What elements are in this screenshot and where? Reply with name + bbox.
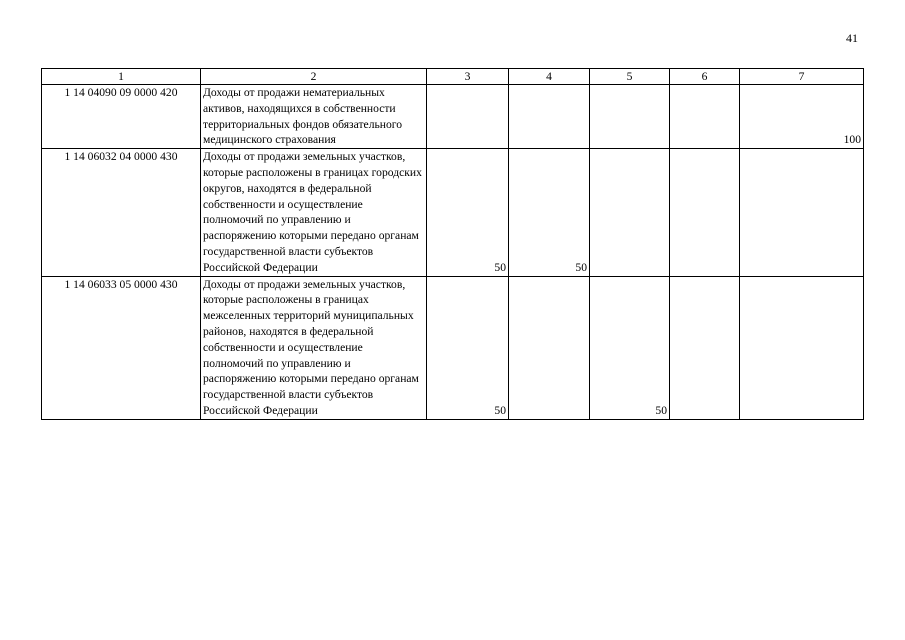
value-cell-col4: 50 [509,149,590,276]
value-cell-col3: 50 [427,276,509,419]
value-cell-col7 [740,149,864,276]
value-cell-col6 [670,276,740,419]
revenue-description-cell: Доходы от продажи нематериальных активов, находящихся в собственности территориальных фондов обязательного медицинского страхования [201,85,427,149]
value-cell-col6 [670,85,740,149]
revenue-code-cell: 1 14 06033 05 0000 430 [42,276,201,419]
value-cell-col3: 50 [427,149,509,276]
column-header: 7 [740,69,864,85]
column-header: 6 [670,69,740,85]
value-cell-col7 [740,276,864,419]
revenue-description-cell: Доходы от продажи земельных участков, которые расположены в границах межселенных территорий муниципальных районов, находятся в федеральной собственности и осуществление полномочий по управлению и распоряжению которыми передано органам государственной власти субъектов Российской Федерации [201,276,427,419]
value-cell-col5 [590,85,670,149]
column-header: 1 [42,69,201,85]
column-header: 5 [590,69,670,85]
table-row [42,85,864,149]
revenue-code-cell: 1 14 04090 09 0000 420 [42,85,201,149]
table-row [42,276,864,419]
value-cell-col4 [509,276,590,419]
page-number: 41 [846,31,858,45]
value-cell-col6 [670,149,740,276]
value-cell-col3 [427,85,509,149]
revenue-table [41,68,864,420]
value-cell-col4 [509,85,590,149]
column-header: 2 [201,69,427,85]
table-row [42,149,864,276]
revenue-description-cell: Доходы от продажи земельных участков, которые расположены в границах городских округов, находятся в федеральной собственности и осуществление полномочий по управлению и распоряжению которыми передано органам государственной власти субъектов Российской Федерации [201,149,427,276]
value-cell-col7: 100 [740,85,864,149]
value-cell-col5: 50 [590,276,670,419]
value-cell-col5 [590,149,670,276]
table-header-row [42,69,864,85]
revenue-code-cell: 1 14 06032 04 0000 430 [42,149,201,276]
column-header: 4 [509,69,590,85]
column-header: 3 [427,69,509,85]
